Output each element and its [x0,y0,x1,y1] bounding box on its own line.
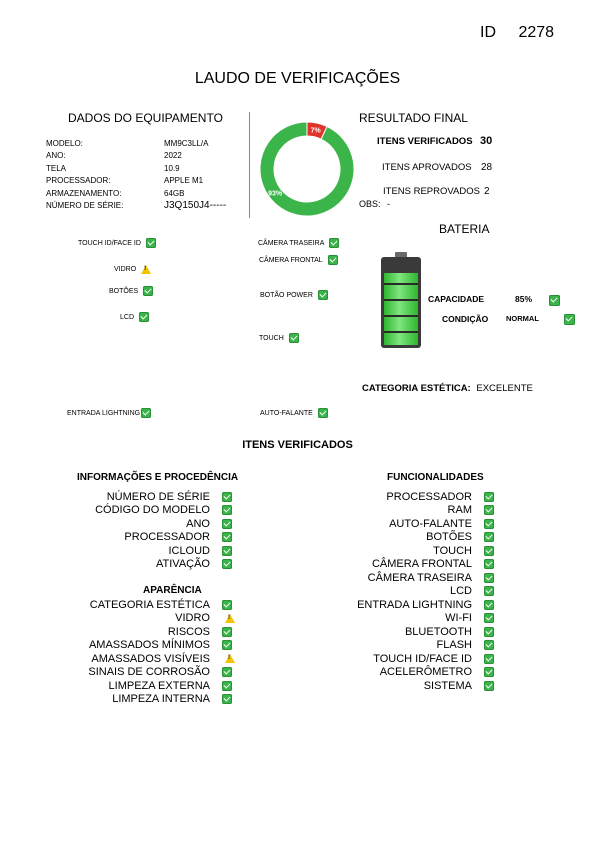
warning-icon [225,614,235,623]
test-label: CÂMERA FRONTAL [259,256,323,264]
check-icon [222,681,232,691]
equipment-row [46,200,246,213]
obs-value: - [387,199,391,209]
equipment-row [46,175,246,188]
list-item-label: LCD [449,585,472,598]
list-item [60,517,240,531]
list-item-label: SISTEMA [423,679,472,692]
test-label: AUTO-FALANTE [260,409,313,417]
rejected-label: ITENS REPROVADOS [383,186,480,197]
equipment-label: MODELO: [46,138,83,148]
equipment-label: PROCESSADOR: [46,176,111,186]
aesthetic-label: CATEGORIA ESTÉTICA: [362,383,471,394]
equipment-heading: DADOS DO EQUIPAMENTO [68,111,223,125]
list-item-label: CATEGORIA ESTÉTICA [89,598,210,611]
test-vidro [114,265,151,274]
check-icon [484,600,494,610]
list-item-label: PROCESSADOR [124,531,210,544]
list-item [330,544,500,558]
list-item-label: LIMPEZA INTERNA [112,693,210,706]
list-item-label: AUTO-FALANTE [389,517,472,530]
check-icon [484,613,494,623]
donut-slice-label: 7% [310,127,321,135]
list-item-label: CÂMERA TRASEIRA [367,571,472,584]
battery-icon [381,252,421,348]
check-icon [484,546,494,556]
list-item [60,652,240,666]
equipment-row [46,150,246,163]
check-icon [222,627,232,637]
check-icon [289,333,299,343]
test-entrada-lightning [67,408,151,418]
list-item-label: CÓDIGO DO MODELO [95,504,210,517]
test-label: BOTÕES [109,287,139,295]
section-divider [249,112,250,218]
checked-heading: ITENS VERIFICADOS [242,439,353,451]
list-item-label: SINAIS DE CORROSÃO [88,666,210,679]
equipment-value: 2022 [164,151,182,161]
equipment-label: NÚMERO DE SÉRIE: [46,201,124,211]
test-touch [259,333,299,343]
approved-value: 28 [481,162,493,173]
list-item [60,544,240,558]
list-item-label: ACELERÔMETRO [379,666,472,679]
battery-segment-line [384,299,418,301]
list-item-label: TOUCH ID/FACE ID [373,652,472,665]
check-icon [222,600,232,610]
check-icon [222,532,232,542]
capacity-check-icon [549,295,560,306]
list-item [60,598,240,612]
check-icon [328,255,338,265]
equipment-label: ANO: [46,151,66,161]
list-item [60,666,240,680]
list-item [330,652,500,666]
condition-value: NORMAL [506,314,539,323]
check-icon [222,694,232,704]
list-item-label: ATIVAÇÃO [156,558,210,571]
test-label: LCD [120,313,135,321]
list-item [330,639,500,653]
list-item-label: NÚMERO DE SÉRIE [106,490,210,503]
warning-icon [141,265,151,274]
list-item [330,504,500,518]
list-item [60,625,240,639]
list-item [60,693,240,707]
equipment-row [46,137,246,150]
serial-value: J3Q150J4----- [164,200,227,212]
equipment-value: 10.9 [164,163,180,173]
check-icon [484,667,494,677]
test-botao-power [260,290,328,300]
battery-segment-line [384,315,418,317]
obs-label: OBS: [359,199,381,209]
check-icon [484,681,494,691]
test-auto-falante [260,408,328,418]
verified-label: ITENS VERIFICADOS [377,136,473,147]
test-botoes [109,286,153,296]
list-item [330,612,500,626]
id-label: ID [480,24,496,41]
battery-segment-line [384,283,418,285]
check-icon [141,408,151,418]
check-icon [222,505,232,515]
list-item [330,571,500,585]
list-item [60,558,240,572]
test-label: ENTRADA LIGHTNING [67,409,141,417]
list-item-label: CÂMERA FRONTAL [371,558,472,571]
list-item-label: LIMPEZA EXTERNA [108,679,210,692]
func-list [330,490,500,693]
check-icon [484,627,494,637]
list-item [330,598,500,612]
check-icon [329,238,339,248]
verified-value: 30 [480,135,493,147]
list-item-label: RISCOS [167,625,210,638]
check-icon [139,312,149,322]
test-label: TOUCH ID/FACE ID [78,239,141,247]
list-item [330,531,500,545]
donut-slice-label: 93% [268,190,283,198]
func-heading: FUNCIONALIDADES [387,472,484,483]
check-icon [484,640,494,650]
condition-label: CONDIÇÃO [442,314,489,324]
list-item-label: TOUCH [433,544,472,557]
check-icon [484,505,494,515]
test-label: BOTÃO POWER [260,291,313,299]
check-icon [484,559,494,569]
test-camera-traseira [258,238,339,248]
capacity-value: 85% [515,294,533,304]
list-item [60,504,240,518]
check-icon [222,667,232,677]
battery-segment-line [384,331,418,333]
check-icon [484,532,494,542]
equipment-row [46,162,246,175]
list-item-label: AMASSADOS VISÍVEIS [91,652,210,665]
equipment-table [46,137,246,212]
test-label: VIDRO [114,266,137,273]
check-icon [318,290,328,300]
appearance-list [60,598,240,706]
result-donut-chart [258,120,356,218]
info-heading: INFORMAÇÕES E PROCEDÊNCIA [77,472,239,483]
list-item-label: WI-FI [445,612,472,625]
equipment-label: TELA [46,163,67,173]
list-item [60,679,240,693]
list-item-label: BLUETOOTH [404,625,472,638]
list-item [60,490,240,504]
test-label: CÂMERA TRASEIRA [258,239,325,247]
appearance-heading: APARÊNCIA [143,585,202,596]
check-icon [484,586,494,596]
list-item-label: RAM [447,504,472,517]
condition-check-icon [564,314,575,325]
check-icon [222,492,232,502]
list-item [60,531,240,545]
list-item [330,517,500,531]
page-title: LAUDO DE VERIFICAÇÕES [194,70,401,87]
list-item-label: BOTÕES [426,531,472,544]
list-item-label: VIDRO [175,612,210,625]
check-icon [484,519,494,529]
capacity-label: CAPACIDADE [428,294,485,304]
check-icon [484,654,494,664]
equipment-label: ARMAZENAMENTO: [46,188,122,198]
list-item-label: ICLOUD [168,544,210,557]
battery-body [381,257,421,348]
approved-label: ITENS APROVADOS [382,162,472,173]
check-icon [222,640,232,650]
report-id [480,24,554,42]
equipment-value: MM9C3LL/A [164,138,209,148]
list-item [330,585,500,599]
result-heading: RESULTADO FINAL [359,111,468,125]
warning-icon [225,654,235,663]
equipment-value: APPLE M1 [164,176,204,186]
check-icon [222,519,232,529]
test-label: TOUCH [259,334,284,342]
rejected-value: 2 [484,186,490,197]
list-item-label: AMASSADOS MÍNIMOS [88,639,210,652]
id-value: 2278 [518,24,555,41]
aesthetic-value: EXCELENTE [476,383,533,394]
check-icon [222,546,232,556]
check-icon [143,286,153,296]
list-item [330,558,500,572]
list-item-label: ENTRADA LIGHTNING [357,598,472,611]
info-list [60,490,240,571]
check-icon [484,492,494,502]
check-icon [146,238,156,248]
list-item [60,612,240,626]
equipment-row [46,187,246,200]
test-camera-frontal [259,255,338,265]
list-item [330,666,500,680]
check-icon [484,573,494,583]
check-icon [222,559,232,569]
aesthetic-category [362,383,533,394]
list-item [330,625,500,639]
list-item [330,679,500,693]
list-item-label: PROCESSADOR [386,490,472,503]
battery-heading: BATERIA [439,222,490,236]
check-icon [318,408,328,418]
equipment-value: 64GB [164,188,185,198]
list-item [330,490,500,504]
obs [359,199,390,209]
test-touch-id [78,238,156,248]
test-lcd [120,312,149,322]
list-item [60,639,240,653]
list-item-label: FLASH [436,639,472,652]
list-item-label: ANO [186,517,210,530]
